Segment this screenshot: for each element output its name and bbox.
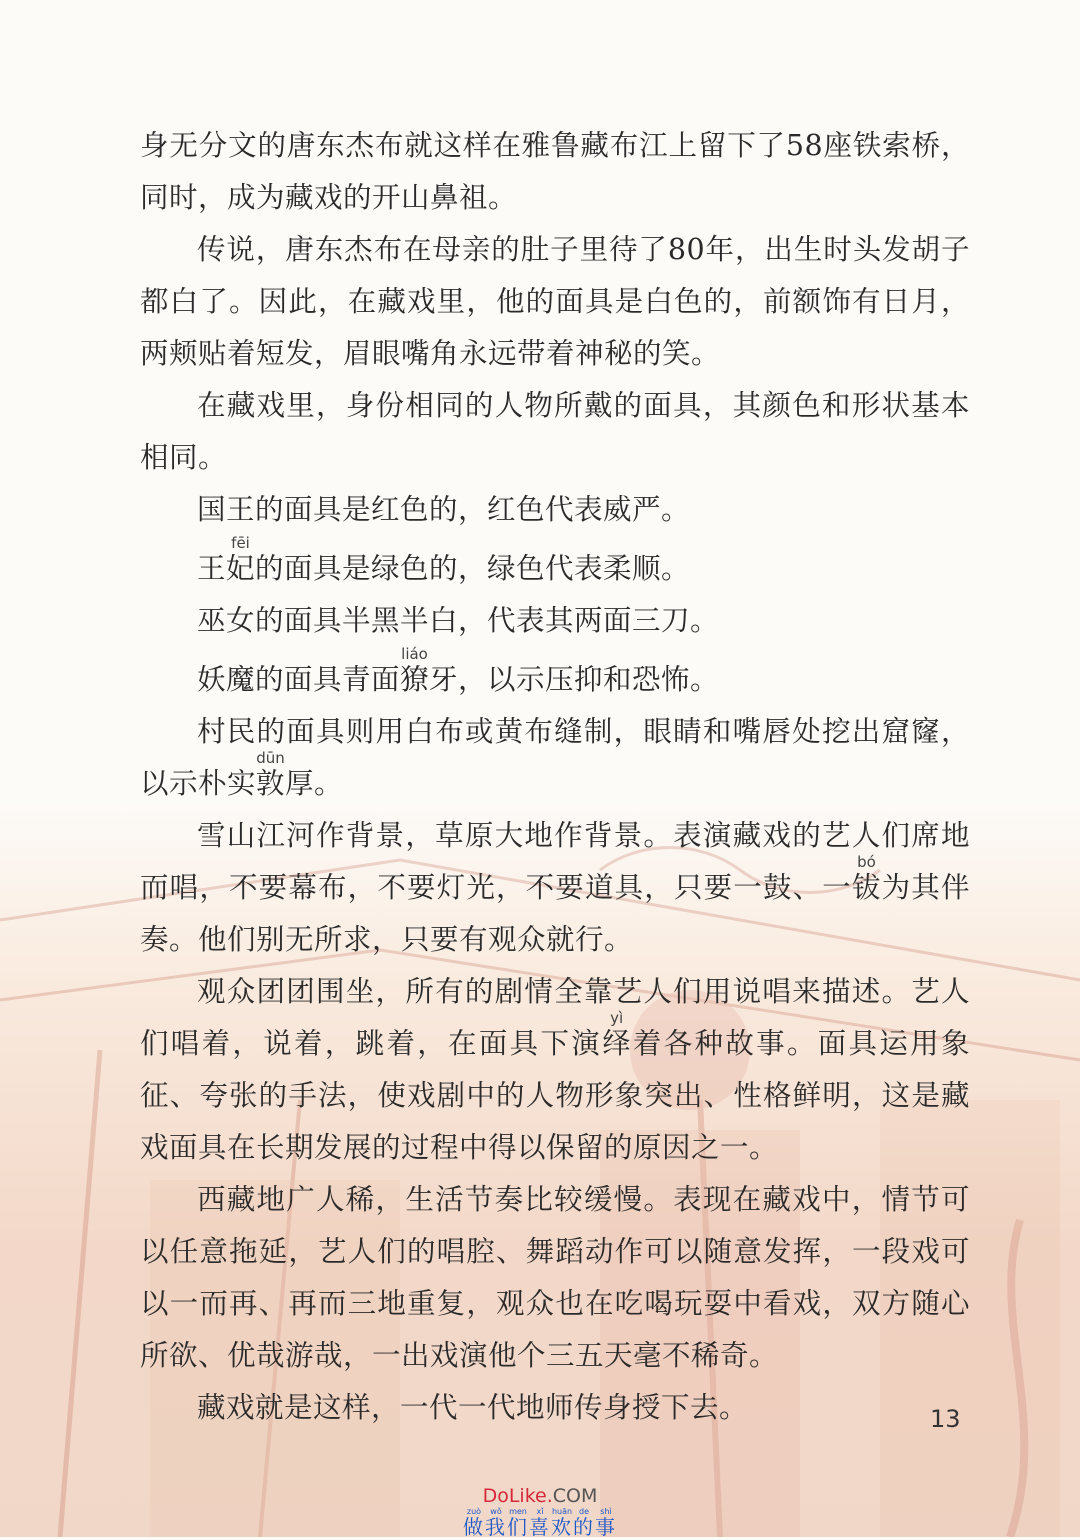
ruby-bo: 钹bó [851,853,882,904]
watermark-slogan [0,1507,1080,1540]
slogan-char: 事shì [595,1507,617,1539]
slogan-char: 欢huān [551,1507,573,1539]
watermark [0,1485,1080,1540]
paragraph-8-after: 厚。 [285,767,344,800]
paragraph-8 [140,706,970,810]
body-text [140,120,970,1434]
slogan-char: 们men [507,1507,529,1539]
watermark-site-main: DoLike. [482,1485,553,1507]
slogan-char: 喜xǐ [529,1507,551,1539]
ruby-yi: 绎yì [602,1009,633,1060]
ruby-liao: 獠liáo [400,645,430,696]
slogan-char: 的de [573,1507,595,1539]
paragraph-6: 巫女的面具半黑半白，代表其两面三刀。 [197,604,720,637]
paragraph-5-before: 王 [197,552,227,585]
paragraph-3: 在藏戏里，身份相同的人物所戴的面具，其颜色和形状基本相同。 [140,389,970,474]
ruby-dun: 敦dūn [256,749,286,800]
paragraph-9 [140,810,970,966]
paragraph-1: 身无分文的唐东杰布就这样在雅鲁藏布江上留下了58座铁索桥，同时，成为藏戏的开山鼻祖。 [140,129,970,214]
paragraph-10 [140,966,970,1174]
slogan-char: 做zuò [463,1507,485,1539]
paragraph-10-before: 观众团团围坐，所有的剧情全靠艺人们用说唱来描述。艺人们唱着，说着，跳着，在面具下演 [140,975,970,1060]
paragraph-10-after: 着各种故事。面具运用象征、夸张的手法，使戏剧中的人物形象突出、性格鲜明，这是藏戏面具在长期发展的过程中得以保留的原因之一。 [140,1027,970,1164]
watermark-site [0,1485,1080,1507]
page-number: 13 [930,1405,961,1433]
paragraph-9-before: 雪山江河作背景，草原大地作背景。表演藏戏的艺人们席地而唱，不要幕布，不要灯光，不要道具，只要一鼓、一 [140,819,970,904]
paragraph-5 [140,536,970,595]
paragraph-12: 藏戏就是这样，一代一代地师传身授下去。 [197,1391,749,1424]
ruby-fei: 妃fēi [226,534,256,585]
slogan-char: 我wǒ [485,1507,507,1539]
paragraph-7-after: 牙，以示压抑和恐怖。 [429,663,720,696]
paragraph-4: 国王的面具是红色的，红色代表威严。 [197,493,691,526]
paragraph-7 [140,647,970,706]
paragraph-7-before: 妖魔的面具青面 [197,663,401,696]
paragraph-9-after: 为其伴奏。他们别无所求，只要有观众就行。 [140,871,970,956]
paragraph-11: 西藏地广人稀，生活节奏比较缓慢。表现在藏戏中，情节可以任意拖延，艺人们的唱腔、舞蹈动作可以随意发挥，一段戏可以一而再、再而三地重复，观众也在吃喝玩耍中看戏，双方随心所欲、优哉游哉，一出戏演他个三五天毫不稀奇。 [140,1183,970,1372]
paragraph-8-before: 村民的面具则用白布或黄布缝制，眼睛和嘴唇处挖出窟窿，以示朴实 [140,715,970,800]
paragraph-5-after: 的面具是绿色的，绿色代表柔顺。 [255,552,691,585]
watermark-site-tld: COM [552,1485,598,1507]
paragraph-2: 传说，唐东杰布在母亲的肚子里待了80年，出生时头发胡子都白了。因此，在藏戏里，他的面具是白色的，前额饰有日月，两颊贴着短发，眉眼嘴角永远带着神秘的笑。 [140,233,970,370]
